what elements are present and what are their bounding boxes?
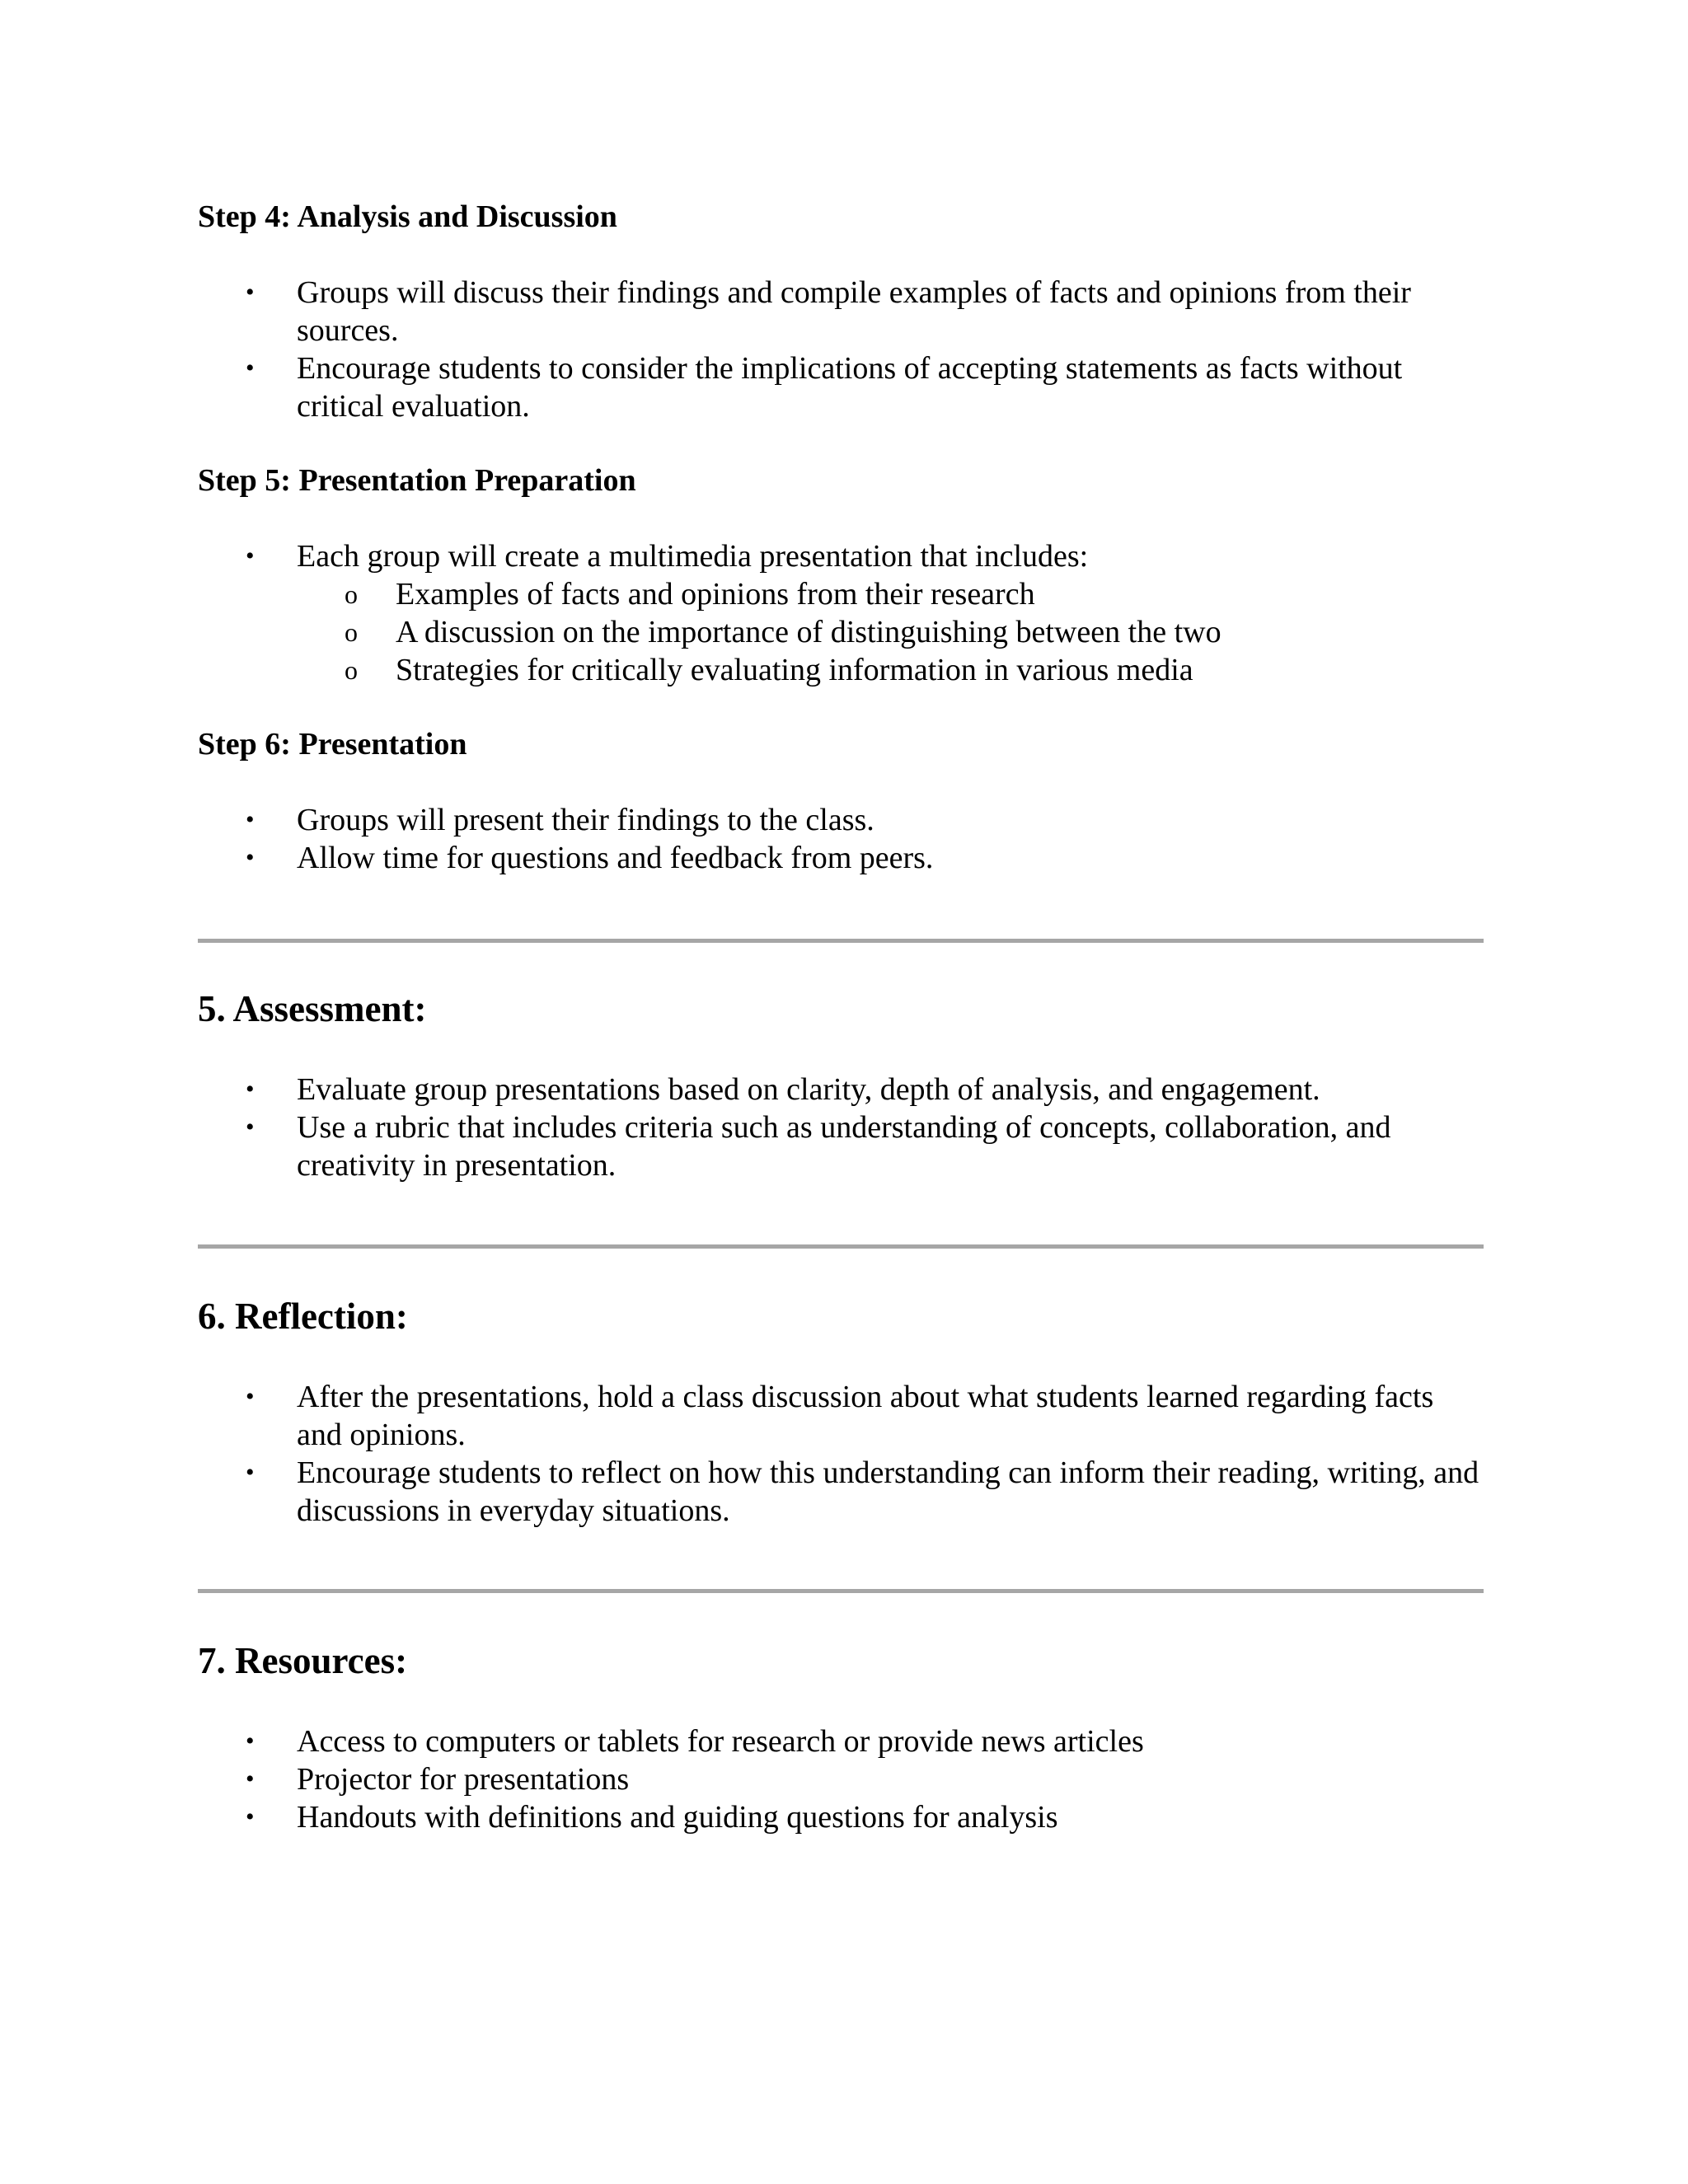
list-item [0, 839, 1484, 877]
list-item-text: Encourage students to consider the implications of accepting statements as facts without critical evaluation. [297, 351, 1403, 424]
list-item [0, 1722, 1484, 1760]
sub-bullet-icon: o [345, 617, 358, 647]
bullet-icon: • [246, 1803, 255, 1830]
list-item [0, 1071, 1484, 1108]
list-item [0, 1454, 1484, 1530]
divider [198, 1589, 1484, 1593]
reflection-list [0, 1378, 1484, 1530]
list-item [0, 801, 1484, 839]
divider [198, 1244, 1484, 1249]
reflection-heading: 6. Reflection: [198, 1296, 408, 1337]
assessment-heading: 5. Assessment: [198, 988, 427, 1029]
list-item [0, 1798, 1484, 1836]
list-item-text: Allow time for questions and feedback from peers. [297, 841, 934, 875]
bullet-icon: • [246, 1383, 255, 1410]
list-item-text: Evaluate group presentations based on clarity, depth of analysis, and engagement. [297, 1072, 1320, 1107]
assessment-list [0, 1071, 1484, 1184]
bullet-icon: • [246, 806, 255, 833]
list-item-text: Use a rubric that includes criteria such as understanding of concepts, collaboration, and creativity in presentation. [297, 1110, 1391, 1183]
bullet-icon: • [246, 354, 255, 382]
step5-list [0, 537, 1484, 689]
list-item-text: Encourage students to reflect on how this understanding can inform their reading, writing, and discussions in everyday situations. [297, 1455, 1479, 1528]
sub-list-item-text: Strategies for critically evaluating information in various media [396, 653, 1193, 687]
step6-heading: Step 6: Presentation [198, 727, 467, 762]
sub-list-item [0, 575, 1484, 613]
sub-list-item [0, 613, 1484, 651]
resources-heading: 7. Resources: [198, 1640, 408, 1681]
list-item [0, 1108, 1484, 1184]
divider [198, 939, 1484, 943]
list-item-text: Each group will create a multimedia presentation that includes: [297, 539, 1089, 574]
sub-list-item-text: A discussion on the importance of distinguishing between the two [396, 615, 1221, 649]
list-item-text: Groups will present their findings to the class. [297, 803, 874, 837]
bullet-icon: • [246, 1765, 255, 1793]
sub-list-item-text: Examples of facts and opinions from their research [396, 577, 1035, 612]
bullet-icon: • [246, 1459, 255, 1486]
resources-list [0, 1722, 1484, 1836]
list-item-text: Projector for presentations [297, 1762, 630, 1797]
bullet-icon: • [246, 844, 255, 871]
step6-list [0, 801, 1484, 877]
bullet-icon: • [246, 279, 255, 306]
bullet-icon: • [246, 1076, 255, 1103]
list-item [0, 1378, 1484, 1454]
step4-list [0, 274, 1484, 425]
list-item-text: Groups will discuss their findings and compile examples of facts and opinions from their sources. [297, 275, 1411, 348]
list-item-text: Access to computers or tablets for research or provide news articles [297, 1724, 1144, 1759]
bullet-icon: • [246, 1727, 255, 1755]
step5-heading: Step 5: Presentation Preparation [198, 463, 636, 498]
step4-heading: Step 4: Analysis and Discussion [198, 199, 617, 234]
list-item [0, 1760, 1484, 1798]
list-item-text: After the presentations, hold a class discussion about what students learned regarding facts and opinions. [297, 1380, 1434, 1452]
list-item [0, 274, 1484, 349]
sub-bullet-icon: o [345, 579, 358, 609]
list-item [0, 537, 1484, 575]
bullet-icon: • [246, 542, 255, 569]
list-item-text: Handouts with definitions and guiding questions for analysis [297, 1800, 1058, 1835]
sub-list-item [0, 651, 1484, 689]
bullet-icon: • [246, 1113, 255, 1141]
list-item [0, 349, 1484, 425]
sub-bullet-icon: o [345, 655, 358, 685]
